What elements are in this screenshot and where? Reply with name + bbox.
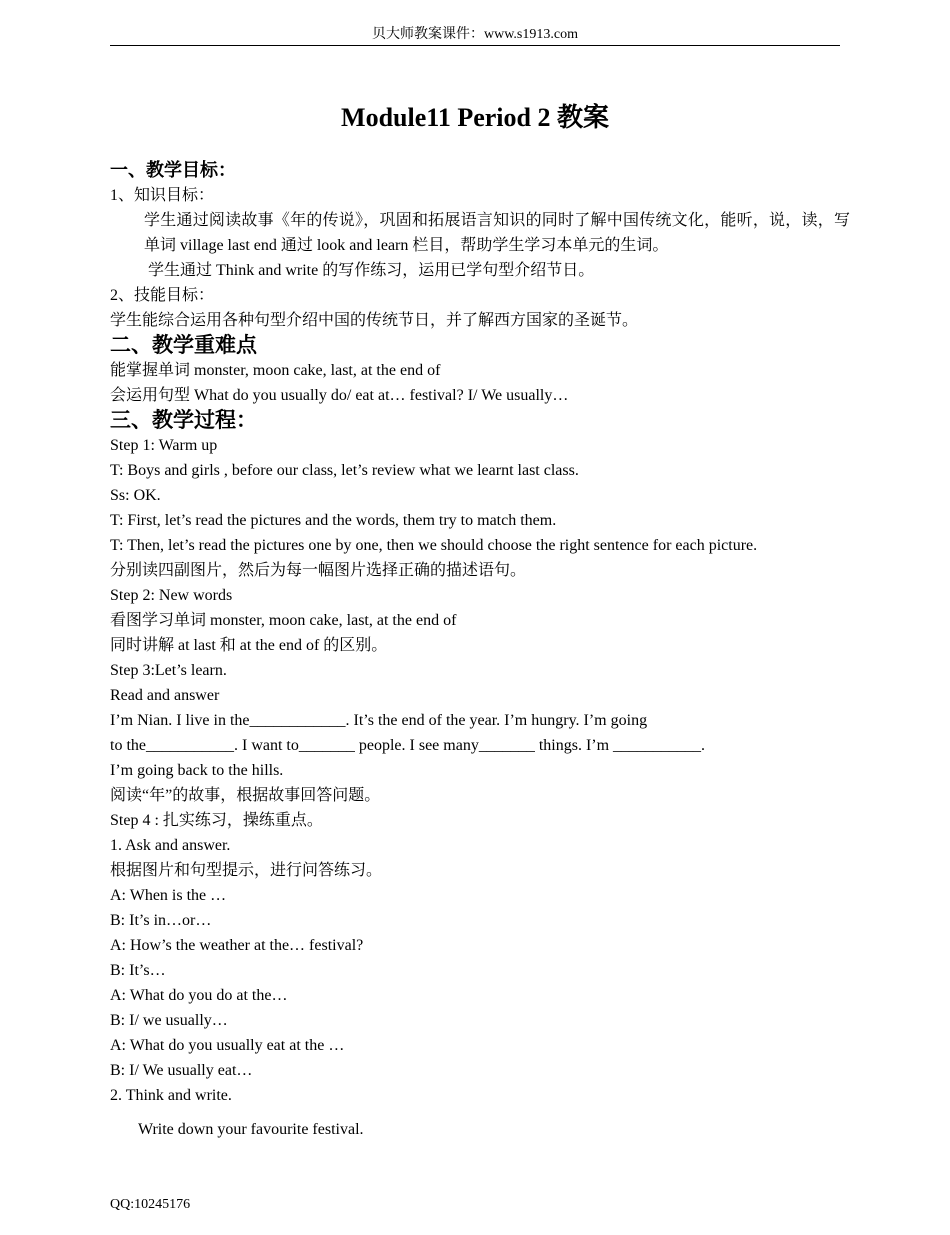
section-heading-objectives: 一、教学目标： (110, 160, 236, 181)
paragraph-knowledge-2: 学生通过 Think and write 的写作练习，运用已学句型介绍节日。 (148, 262, 595, 279)
process-lines (110, 433, 850, 1108)
process-line: A: How’s the weather at the… festival? (110, 937, 364, 954)
paragraph-key-sentences: 会运用句型 What do you usually do/ eat at… festival? I/ We usually… (110, 387, 569, 404)
process-line: to the___________. I want to_______ people. I see many_______ things. I’m ___________. (110, 737, 706, 754)
document-body (110, 158, 850, 1142)
paragraph-key-words: 能掌握单词 monster, moon cake, last, at the end of (110, 362, 441, 379)
section-heading-process: 三、教学过程： (110, 408, 257, 432)
process-line: 看图学习单词 monster, moon cake, last, at the end of (110, 612, 457, 629)
process-line: 同时讲解 at last 和 at the end of 的区别。 (110, 637, 388, 654)
process-line: T: First, let’s read the pictures and the words, them try to match them. (110, 512, 557, 529)
section-heading-key-points: 二、教学重难点 (110, 333, 257, 357)
process-line: A: When is the … (110, 887, 227, 904)
process-last-line: Write down your favourite festival. (138, 1121, 364, 1138)
process-line: Ss: OK. (110, 487, 161, 504)
process-line: B: I/ We usually eat… (110, 1062, 253, 1079)
process-line: A: What do you do at the… (110, 987, 288, 1004)
process-line: T: Then, let’s read the pictures one by one, then we should choose the right sentence for each picture. (110, 537, 758, 554)
page-footer: QQ:10245176 (110, 1197, 191, 1212)
process-line: Read and answer (110, 687, 220, 704)
subheading-skills: 2、技能目标： (110, 287, 215, 304)
process-line: I’m going back to the hills. (110, 762, 284, 779)
process-line: T: Boys and girls , before our class, let’s review what we learnt last class. (110, 462, 579, 479)
process-line: Step 4 : 扎实练习，操练重点。 (110, 812, 323, 829)
process-line: B: It’s in…or… (110, 912, 212, 929)
process-line: 分别读四副图片，然后为每一幅图片选择正确的描述语句。 (110, 562, 527, 579)
process-line: Step 1: Warm up (110, 437, 218, 454)
process-line: 根据图片和句型提示，进行问答练习。 (110, 862, 383, 879)
process-line: 2. Think and write. (110, 1087, 232, 1104)
process-line: Step 2: New words (110, 587, 233, 604)
spacer (110, 1108, 850, 1117)
process-line: 阅读“年”的故事，根据故事回答问题。 (110, 787, 381, 804)
page-header: 贝大师教案课件：www.s1913.com (110, 26, 840, 46)
document-title: Module11 Period 2 教案 (341, 103, 609, 132)
paragraph-skills: 学生能综合运用各种句型介绍中国的传统节日，并了解西方国家的圣诞节。 (110, 312, 639, 329)
process-line: I’m Nian. I live in the____________. It’s the end of the year. I’m hungry. I’m going (110, 712, 648, 729)
process-line: B: It’s… (110, 962, 166, 979)
process-line: A: What do you usually eat at the … (110, 1037, 345, 1054)
process-line: B: I/ we usually… (110, 1012, 228, 1029)
process-line: Step 3:Let’s learn. (110, 662, 227, 679)
paragraph-knowledge-1: 学生通过阅读故事《年的传说》，巩固和拓展语言知识的同时了解中国传统文化，能听，说，读，写单词 village last end 通过 look and learn 栏目，帮助学生学习本单元的生词。 (144, 212, 850, 254)
process-line: 1. Ask and answer. (110, 837, 231, 854)
subheading-knowledge: 1、知识目标： (110, 187, 215, 204)
